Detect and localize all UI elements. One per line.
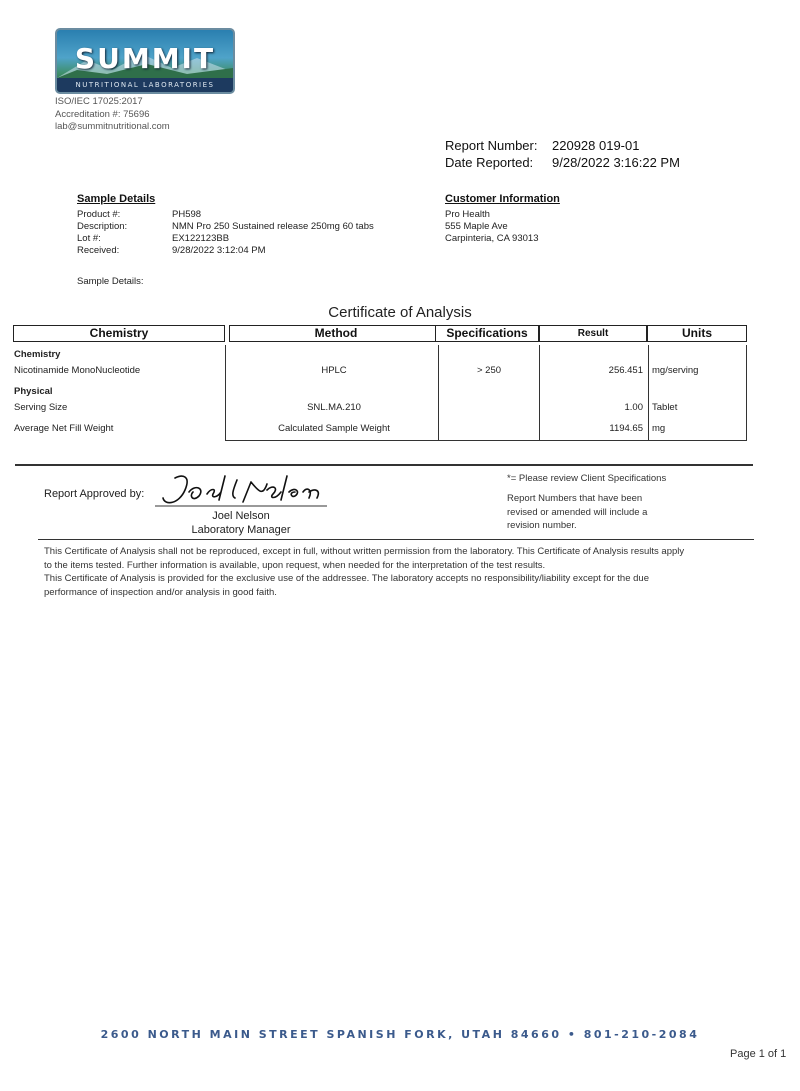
group-physical: Physical [14, 386, 53, 397]
results-table [13, 325, 747, 441]
col-header-specifications: Specifications [435, 325, 539, 342]
product-label: Product #: [77, 209, 121, 220]
certificate-title: Certificate of Analysis [328, 304, 472, 321]
revision-note-line: revised or amended will include a [507, 506, 648, 518]
disclaimer-line: to the items tested. Further information is available, upon request, when needed for the interpretation of the test results. [44, 559, 546, 571]
customer-address [445, 209, 538, 245]
table-bottom-rule [225, 440, 747, 441]
test-name: Nicotinamide MonoNucleotide [14, 365, 141, 376]
test-result: 1.00 [624, 402, 643, 413]
approver [155, 509, 327, 537]
test-method: HPLC [321, 365, 347, 376]
customer-street: 555 Maple Ave [445, 221, 508, 232]
test-name: Average Net Fill Weight [14, 423, 114, 434]
group-chemistry: Chemistry [14, 349, 61, 360]
section-divider [38, 539, 754, 540]
disclaimer-line: performance of inspection and/or analysis in good faith. [44, 586, 277, 598]
lot-label: Lot #: [77, 233, 101, 244]
disclaimer-line: This Certificate of Analysis shall not be reproduced, except in full, without written permission from the laboratory. This Certificate of Analysis results apply [44, 546, 685, 557]
col-header-units: Units [647, 325, 747, 342]
sample-details-labels [77, 209, 127, 257]
report-number: 220928 019-01 [552, 138, 640, 153]
disclaimer [44, 545, 756, 599]
date-reported: 9/28/2022 3:16:22 PM [552, 155, 680, 170]
section-divider [15, 464, 753, 466]
column-divider [746, 345, 747, 441]
footer-address: 2600 NORTH MAIN STREET SPANISH FORK, UTAH 84660 • 801-210-2084 [100, 1028, 700, 1041]
date-reported-label: Date Reported: [445, 155, 534, 170]
test-method: SNL.MA.210 [307, 402, 361, 413]
approved-by-label: Report Approved by: [44, 488, 145, 500]
approver-name: Joel Nelson [212, 510, 270, 522]
sample-details-label: Sample Details: [77, 276, 144, 287]
revision-note-line: revision number. [507, 520, 577, 531]
test-name: Serving Size [14, 402, 68, 413]
logo-wordmark: SUMMIT [74, 42, 216, 75]
report-number-label: Report Number: [445, 138, 538, 153]
lab-logo [55, 28, 235, 94]
test-result: 1194.65 [609, 423, 643, 434]
lab-info [55, 96, 170, 134]
col-header-chemistry: Chemistry [13, 325, 225, 342]
customer-info-heading: Customer Information [445, 193, 560, 205]
description-label: Description: [77, 221, 128, 232]
received-label: Received: [77, 245, 120, 256]
customer-name: Pro Health [445, 209, 490, 220]
spec-note: *= Please review Client Specifications [507, 473, 667, 484]
approver-title: Laboratory Manager [191, 524, 291, 536]
test-method: Calculated Sample Weight [278, 423, 390, 434]
page-number: Page 1 of 1 [730, 1048, 787, 1060]
lab-email: lab@summitnutritional.com [55, 121, 170, 132]
received-value: 9/28/2022 3:12:04 PM [172, 245, 266, 256]
sample-details-values [172, 209, 374, 257]
disclaimer-line: This Certificate of Analysis is provided for the exclusive use of the addressee. The laboratory accepts no responsibility/liability except for the due [44, 573, 649, 584]
test-spec: > 250 [476, 365, 502, 376]
iso-standard: ISO/IEC 17025:2017 [55, 96, 143, 107]
column-divider [225, 345, 226, 441]
test-units: mg [652, 423, 666, 434]
accreditation-number: Accreditation #: 75696 [55, 108, 150, 120]
lot-value: EX122123BB [172, 233, 230, 244]
sample-details-heading: Sample Details [77, 193, 156, 205]
description-value: NMN Pro 250 Sustained release 250mg 60 tabs [172, 221, 374, 232]
product-value: PH598 [172, 209, 202, 220]
test-result: 256.451 [608, 365, 643, 376]
revision-note [507, 492, 647, 533]
column-divider [648, 345, 649, 441]
col-header-result: Result [539, 325, 647, 342]
test-units: mg/serving [652, 365, 699, 376]
logo-subtitle: NUTRITIONAL LABORATORIES [57, 78, 233, 92]
col-header-method: Method [229, 325, 443, 342]
signature-image [155, 470, 330, 512]
customer-city: Carpinteria, CA 93013 [445, 233, 539, 244]
test-units: Tablet [652, 402, 678, 413]
revision-note-line: Report Numbers that have been [507, 493, 643, 504]
